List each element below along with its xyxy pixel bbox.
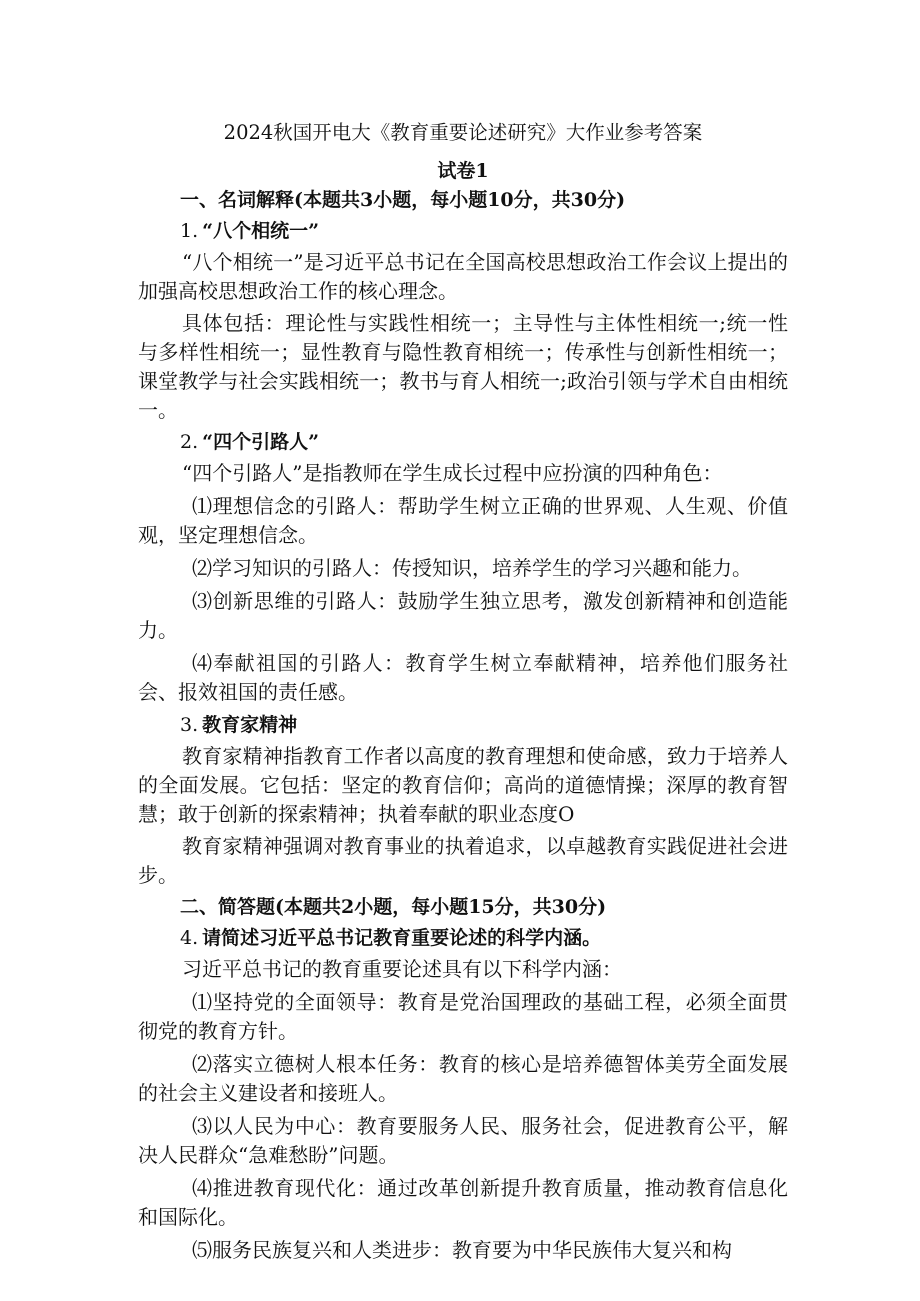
question-title-text: “八个相统一” bbox=[202, 220, 319, 242]
paragraph: “八个相统一”是习近平总书记在全国高校思想政治工作会议上提出的加强高校思想政治工作的核心理念。 bbox=[138, 250, 788, 303]
list-item: ⑷推进教育现代化：通过改革创新提升教育质量，推动教育信息化和国际化。 bbox=[138, 1176, 788, 1229]
document-page bbox=[138, 118, 788, 1269]
question-number: 2. bbox=[180, 431, 199, 453]
question-number: 1. bbox=[180, 220, 199, 242]
list-item: ⑵落实立德树人根本任务：教育的核心是培养德智体美劳全面发展的社会主义建设者和接班人。 bbox=[138, 1052, 788, 1105]
question-title-1 bbox=[180, 217, 788, 246]
question-title-2 bbox=[180, 428, 788, 457]
paragraph: “四个引路人”是指教师在学生成长过程中应扮演的四种角色： bbox=[182, 461, 723, 485]
paragraph: 具体包括：理论性与实践性相统一；主导性与主体性相统一;统一性与多样性相统一；显性教育与隐性教育相统一；传承性与创新性相统一；课堂教学与社会实践相统一；教书与育人相统一;政治引领与学术自由相统一。 bbox=[138, 311, 788, 422]
list-item: ⑸服务民族复兴和人类进步：教育要为中华民族伟大复兴和构 bbox=[192, 1238, 732, 1262]
question-title-3 bbox=[180, 711, 788, 740]
list-item: ⑶以人民为中心：教育要服务人民、服务社会，促进教育公平，解决人民群众“急难愁盼”问题。 bbox=[138, 1114, 788, 1167]
question-number: 3. bbox=[180, 714, 199, 736]
document-title: 2024秋国开电大《教育重要论述研究》大作业参考答案 bbox=[223, 121, 703, 144]
section-heading-2: 二、简答题(本题共2小题，每小题15分，共30分) bbox=[180, 896, 607, 918]
paper-label: 试卷1 bbox=[437, 160, 489, 182]
list-item: ⑶创新思维的引路人：鼓励学生独立思考，激发创新精神和创造能力。 bbox=[138, 589, 788, 642]
list-item: ⑴理想信念的引路人：帮助学生树立正确的世界观、人生观、价值观，坚定理想信念。 bbox=[138, 494, 788, 547]
section-heading-1: 一、名词解释(本题共3小题，每小题10分，共30分) bbox=[180, 189, 626, 211]
list-item: ⑵学习知识的引路人：传授知识，培养学生的学习兴趣和能力。 bbox=[192, 556, 752, 580]
list-item: ⑷奉献祖国的引路人：教育学生树立奉献精神，培养他们服务社会、报效祖国的责任感。 bbox=[138, 651, 788, 704]
question-title-text: “四个引路人” bbox=[202, 431, 319, 453]
question-title-4 bbox=[180, 924, 788, 953]
question-number: 4. bbox=[180, 927, 199, 949]
paragraph: 教育家精神指教育工作者以高度的教育理想和使命感，致力于培养人的全面发展。它包括：坚定的教育信仰；高尚的道德情操；深厚的教育智慧；敢于创新的探索精神；执着奉献的职业态度O bbox=[138, 744, 788, 826]
list-item: ⑴坚持党的全面领导：教育是党治国理政的基础工程，必须全面贯彻党的教育方针。 bbox=[138, 990, 788, 1043]
question-title-text: 教育家精神 bbox=[202, 714, 298, 736]
paragraph: 习近平总书记的教育重要论述具有以下科学内涵： bbox=[182, 957, 622, 981]
paragraph: 教育家精神强调对教育事业的执着追求，以卓越教育实践促进社会进步。 bbox=[138, 834, 788, 887]
question-title-text: 请简述习近平总书记教育重要论述的科学内涵。 bbox=[202, 927, 602, 949]
